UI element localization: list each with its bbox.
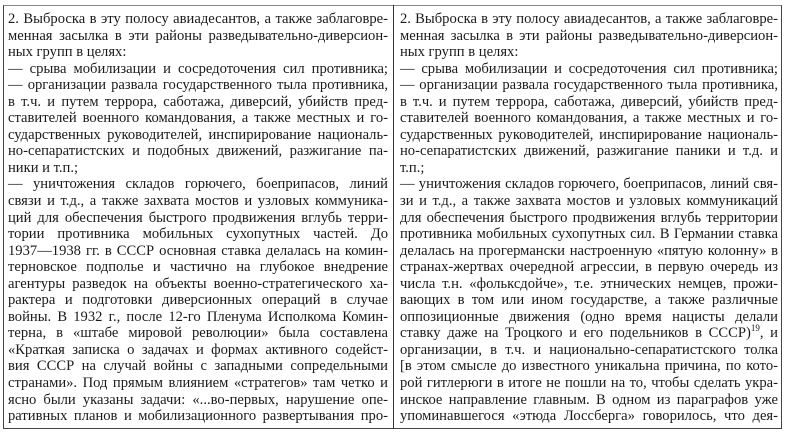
text-line: но-сепаратистских движений, разжигание паники и т.д. и [400, 143, 778, 160]
text-line: терна, в «штабе мировой революции» была составлена [8, 325, 388, 342]
text-line: терновское подполье и частично на глубокое внедрение [8, 259, 388, 276]
text-line: т.п.; [400, 159, 425, 176]
right-column [400, 11, 778, 425]
text-fragment: , и [759, 325, 778, 342]
text-line: для обеспечения быстрого продвижения вглубь территории [400, 209, 778, 226]
text-line: ных групп в целях: [8, 44, 127, 61]
text-line: ставителей военного командования, а также местных и го- [8, 110, 388, 127]
footnote-ref[interactable]: 19 [750, 323, 760, 334]
text-line: ративных планов и мобилизационного развертывания про- [8, 408, 388, 425]
text-line: зи и т.д., а также захвата мостов и узловых коммуникаций [400, 193, 778, 210]
text-line: вающих в том или ином государстве, а также различные [400, 292, 778, 309]
left-column [8, 11, 388, 425]
text-line: рой гитлерюги в итоге не пошли на то, чтобы сделать укра- [400, 375, 778, 392]
text-line: ных групп в целях: [400, 44, 519, 61]
text-line: странах-жертвах очередной агрессии, в первую очередь из [400, 259, 778, 276]
text-line: — организации развала государственного тыла противника, [400, 77, 778, 94]
text-line: делалась на прогермански настроенную «пятую колонну» в [400, 242, 778, 259]
text-line: — срыва мобилизации и сосредоточения сил противника; [8, 60, 388, 77]
text-line: 2. Выброска в эту полосу авиадесантов, а также заблаговре- [400, 11, 778, 27]
text-line: ций для обеспечения быстрого продвижения вглубь терри- [8, 209, 388, 226]
text-line: в т.ч. и путем террора, саботажа, диверсий, убийств пред- [400, 93, 778, 110]
text-line: войны. В 1932 г., после 12-го Пленума Исполкома Комин- [8, 308, 388, 325]
text-line: тории противника мобильных сухопутных частей. До [8, 226, 388, 243]
text-line: сударственных руководителей, инспирирование националь- [8, 126, 388, 143]
text-line: 1937—1938 гг. в СССР основная ставка делалась на комин- [8, 242, 388, 259]
column-divider [393, 5, 394, 429]
text-line: странами». Под прямым влиянием «стратегов» там четко и [8, 375, 388, 392]
text-line: — организации развала государственного тыла противника, [8, 77, 388, 94]
text-line: менная засылка в эти районы разведывательно-диверсион- [8, 27, 388, 44]
text-line: «Краткая записка о задачах и формах активного содейст- [8, 341, 388, 358]
text-line: сударственных руководителей, инспирирование националь- [400, 126, 778, 143]
text-line: рактера и подготовки диверсионных операций в случае [8, 292, 388, 309]
text-line: организации, в т.ч. и национально-сепаратистского толка [400, 341, 778, 358]
text-line: в т.ч. и путем террора, саботажа, диверсий, убийств пред- [8, 93, 388, 110]
text-line: — срыва мобилизации и сосредоточения сил противника; [400, 60, 778, 77]
text-line: противника мобильных сухопутных сил. В Германии ставка [400, 226, 778, 243]
text-line: — уничтожения складов горючего, боеприпасов, линий [8, 176, 388, 193]
text-line: числа т.н. «фольксдойче», т.е. этнических немцев, прожи- [400, 275, 778, 292]
text-fragment: ставку даже на Троцкого и его подельников в СССР) [400, 325, 751, 342]
text-line: связи и т.д., а также захвата мостов и узловых коммуника- [8, 193, 388, 210]
text-line: упоминавшегося «этюда Лоссберга» говорилось, что дея- [400, 408, 778, 425]
text-line: менная засылка в эти районы разведывательно-диверсион- [400, 27, 778, 44]
text-line [400, 325, 778, 342]
text-line: ясно были указаны задачи: «...во-первых, нарушение опе- [8, 391, 388, 408]
text-line: ставителей военного командования, а также местных и го- [400, 110, 778, 127]
text-line: — уничтожения складов горючего, боеприпасов, линий свя- [400, 176, 778, 193]
text-line: 2. Выброска в эту полосу авиадесантов, а также заблаговре- [8, 11, 388, 27]
text-line: оппозиционные движения (одно время нацисты делали [400, 308, 778, 325]
text-line: инское направление главным. В одном из параграфов уже [400, 391, 778, 408]
text-line: но-сепаратистских и подобных движений, разжигание па- [8, 143, 388, 160]
text-line: агентуры разведок на объекты военно-стратегического ха- [8, 275, 388, 292]
text-line: [в этом смысле до известного уникальна причина, по кото- [400, 358, 778, 375]
text-line: ники и т.п.; [8, 159, 79, 176]
text-line: вия СССР на случай войны с западными сопредельными [8, 358, 388, 375]
